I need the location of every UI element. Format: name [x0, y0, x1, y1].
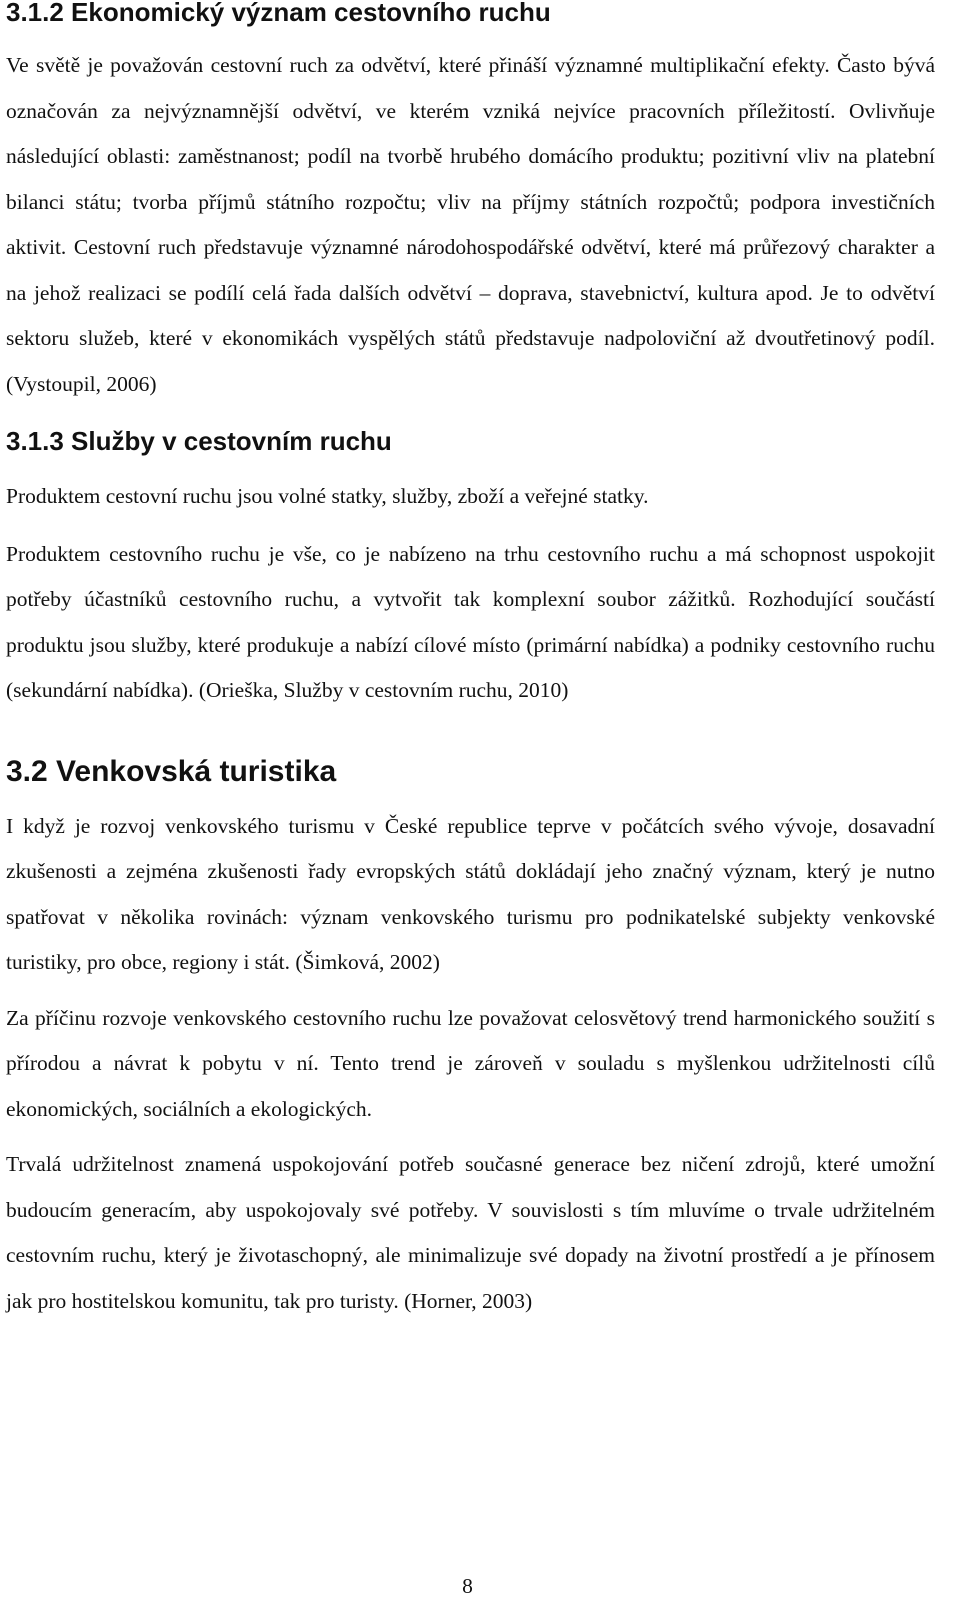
- paragraph-sustainability: Trvalá udržitelnost znamená uspokojování potřeb současné generace bez ničení zdrojů, které umožní budoucím generacím, aby uspokojovaly své potřeby. V souvislosti s tím mluvíme o trvale udržitelném cestovním ruchu, který je životaschopný, ale minimalizuje své dopady na životní prostředí a je přínosem jak pro hostitelskou komunitu, tak pro turisty. (Horner, 2003): [6, 1152, 935, 1313]
- paragraph-rural-tourism-cause: Za příčinu rozvoje venkovského cestovního ruchu lze považovat celosvětový trend harmonického soužití s přírodou a návrat k pobytu v ní. Tento trend je zároveň v souladu s myšlenkou udržitelnosti cílů ekonomických, sociálních a ekologických.: [6, 1005, 935, 1121]
- section-heading-3-1-3: 3.1.3 Služby v cestovním ruchu: [6, 426, 392, 456]
- paragraph-economic-significance: Ve světě je považován cestovní ruch za odvětví, které přináší významné multiplikační efekty. Často bývá označován za nejvýznamnější odvětví, ve kterém vzniká nejvíce pracovních příležitostí. Ovlivňuje následující oblasti: zaměstnanost; podíl na tvorbě hrubého domácího produktu; pozitivní vliv na platební bilanci státu; tvorba příjmů státního rozpočtu; vliv na příjmy státních rozpočtů; podpora investičních aktivit. Cestovní ruch představuje významné národohospodářské odvětví, které má průřezový charakter a na jehož realizaci se podílí celá řada dalších odvětví – doprava, stavebnictví, kultura apod. Je to odvětví sektoru služeb, které v ekonomikách vyspělých států představuje nadpoloviční až dvoutřetinový podíl. (Vystoupil, 2006): [6, 53, 935, 396]
- document-page: [6, 0, 935, 1324]
- section-heading-3-1-2: 3.1.2 Ekonomický význam cestovního ruchu: [6, 0, 551, 27]
- section-heading-3-2: 3.2 Venkovská turistika: [6, 754, 337, 788]
- page-number: 8: [462, 1574, 473, 1598]
- paragraph-rural-tourism-development: I když je rozvoj venkovského turismu v České republice teprve v počátcích svého vývoje, dosavadní zkušenosti a zejména zkušenosti řady evropských států dokládají jeho značný význam, který je nutno spatřovat v několika rovinách: význam venkovského turismu pro podnikatelské subjekty venkovské turistiky, pro obce, regiony i stát. (Šimková, 2002): [6, 813, 935, 974]
- paragraph-tourism-product-definition: Produktem cestovního ruchu je vše, co je nabízeno na trhu cestovního ruchu a má schopnost uspokojit potřeby účastníků cestovního ruchu, a vytvořit tak komplexní soubor zážitků. Rozhodující součástí produktu jsou služby, které produkuje a nabízí cílové místo (primární nabídka) a podniky cestovního ruchu (sekundární nabídka). (Orieška, Služby v cestovním ruchu, 2010): [6, 541, 935, 702]
- paragraph-tourism-product-goods: Produktem cestovní ruchu jsou volné statky, služby, zboží a veřejné statky.: [6, 484, 649, 508]
